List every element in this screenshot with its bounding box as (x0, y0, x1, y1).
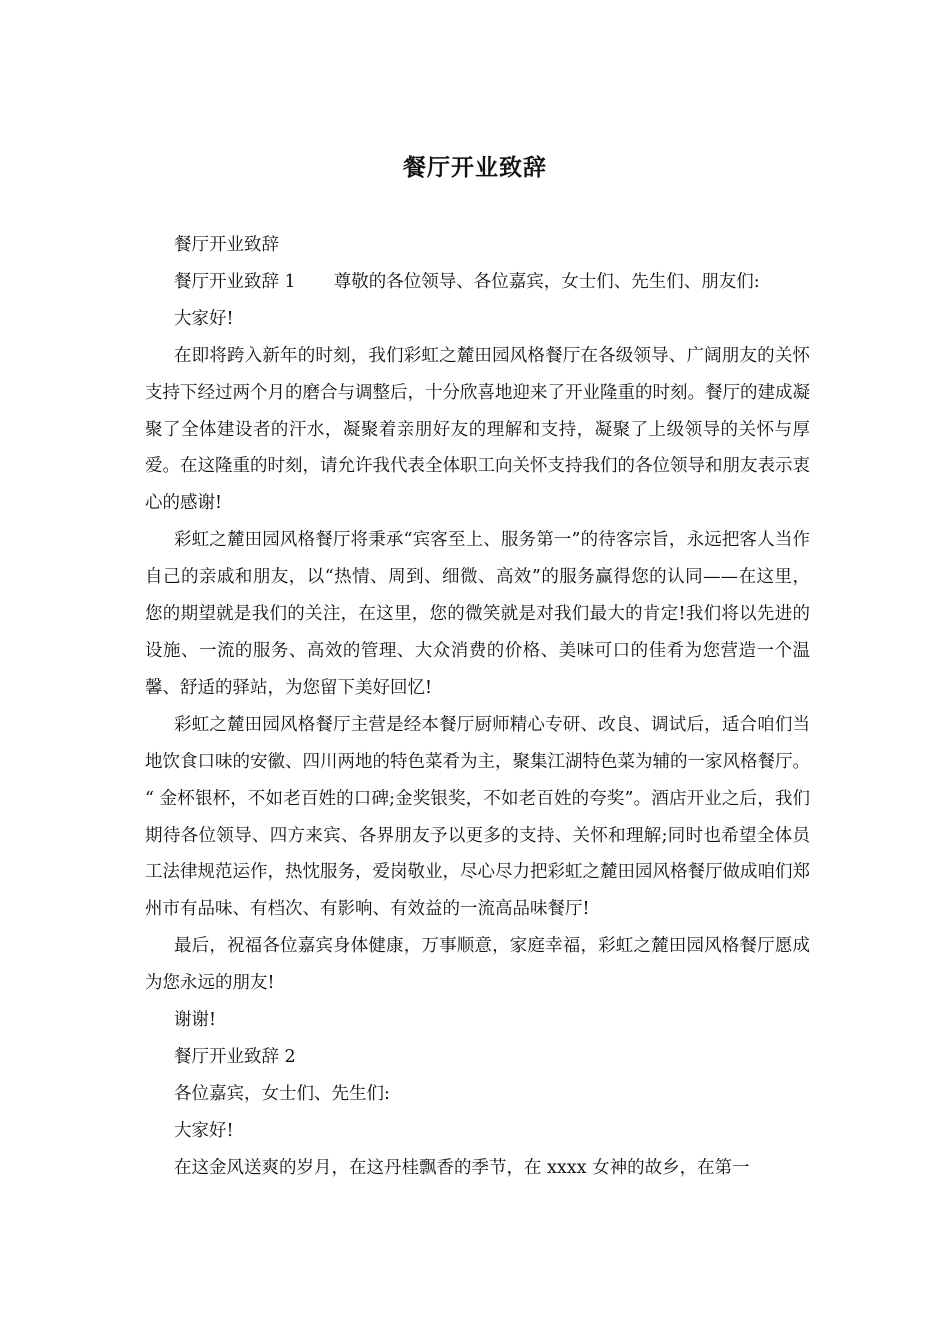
paragraph: 餐厅开业致辞 2 (174, 1046, 296, 1067)
document-body (145, 227, 810, 1187)
paragraph: 彩虹之麓田园风格餐厅主营是经本餐厅厨师精心专研、改良、调试后，适合咱们当地饮食口味的安徽、四川两地的特色菜肴为主，聚集江湖特色菜为辅的一家风格餐厅。 “ 金杯银杯，不如老百姓的口碑;金奖银奖，不如老百姓的夸奖”。酒店开业之后，我们期待各位领导、四方来宾、各界朋友予以更多的支持、关怀和理解;同时也希望全体员工法律规范运作，热忱服务，爱岗敬业，尽心尽力把彩虹之麓田园风格餐厅做成咱们郑州市有品味、有档次、有影响、有效益的一流高品味餐厅! (145, 714, 810, 920)
paragraph: 大家好! (174, 308, 234, 329)
salutation: 尊敬的各位领导、各位嘉宾，女士们、先生们、朋友们: (333, 271, 760, 292)
paragraph: 谢谢! (174, 1010, 217, 1031)
paragraph (145, 264, 810, 301)
paragraph: 彩虹之麓田园风格餐厅将秉承“宾客至上、服务第一”的待客宗旨，永远把客人当作自己的亲戚和朋友，以“热情、周到、细微、高效”的服务赢得您的认同——在这里，您的期望就是我们的关注，在这里，您的微笑就是对我们最大的肯定!我们将以先进的设施、一流的服务、高效的管理、大众消费的价格、美味可口的佳肴为您营造一个温馨、舒适的驿站，为您留下美好回忆! (145, 530, 810, 698)
paragraph: 餐厅开业致辞 (174, 235, 279, 255)
paragraph: 各位嘉宾，女士们、先生们: (174, 1083, 390, 1104)
document-title: 餐厅开业致辞 (403, 155, 547, 181)
paragraph: 最后，祝福各位嘉宾身体健康，万事顺意，家庭幸福，彩虹之麓田园风格餐厅愿成为您永远的朋友! (145, 936, 810, 994)
speech-heading: 餐厅开业致辞 1 (174, 271, 296, 292)
paragraph: 在即将跨入新年的时刻，我们彩虹之麓田园风格餐厅在各级领导、广阔朋友的关怀支持下经过两个月的磨合与调整后，十分欣喜地迎来了开业隆重的时刻。餐厅的建成凝聚了全体建设者的汗水，凝聚着亲朋好友的理解和支持，凝聚了上级领导的关怀与厚爱。在这隆重的时刻，请允许我代表全体职工向关怀支持我们的各位领导和朋友表示衷心的感谢! (145, 345, 810, 514)
paragraph: 大家好! (174, 1120, 234, 1141)
paragraph: 在这金风送爽的岁月，在这丹桂飘香的季节，在 xxxx 女神的故乡，在第一 (174, 1157, 750, 1178)
